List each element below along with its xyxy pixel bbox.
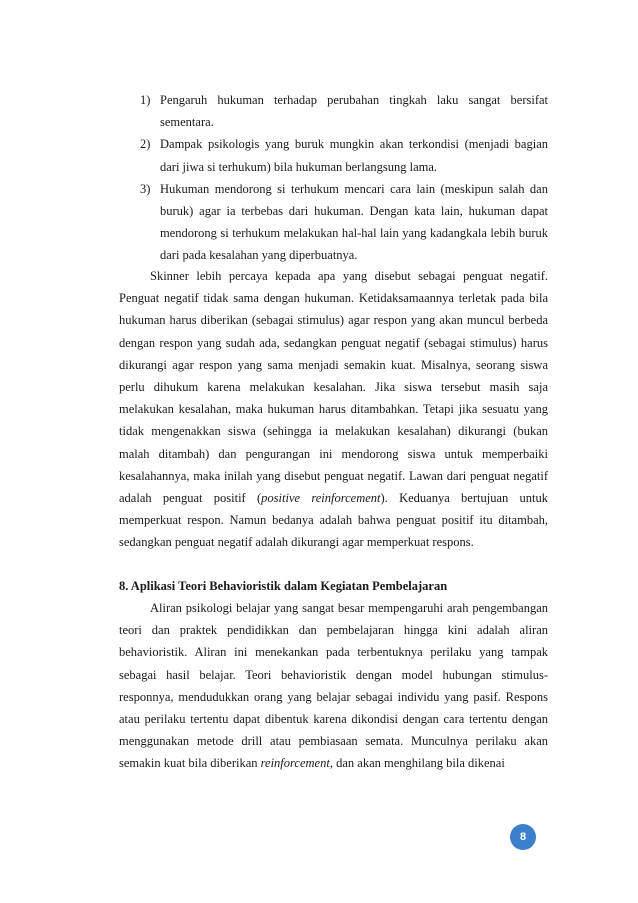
list-number: 1) [140,93,151,107]
section-heading: 8. Aplikasi Teori Behavioristik dalam Kegiatan Pembelajaran [119,579,448,593]
paragraph-text: Skinner lebih percaya kepada apa yang disebut sebagai penguat negatif. Penguat negatif tidak sama dengan hukuman. Ketidaksamaannya terletak pada bila hukuman harus diberikan (sebagai stimulus) agar respon yang akan muncul berbeda dengan respon yang sudah ada, sedangkan penguat negatif (sebagai stimulus) harus dikurangi agar respon yang sama menjadi semakin kuat. Misalnya, seorang siswa perlu dihukum karena melakukan kesalahan. Jika siswa tersebut masih saja melakukan kesalahan, maka hukuman harus ditambahkan. Tetapi jika sesuatu yang tidak mengenakkan siswa (sehingga ia melakukan kesalahan) dikurangi (bukan malah ditambah) dan pengurangan ini mendorong siswa untuk memperbaiki kesalahannya, maka inilah yang disebut penguat negatif. Lawan dari penguat negatif adalah penguat positif ( [119,269,548,506]
list-item-text: Hukuman mendorong si terhukum mencari cara lain (meskipun salah dan buruk) agar ia terbebas dari hukuman. Dengan kata lain, hukuman dapat mendorong si terhukum melakukan hal-hal lain yang kadangkala lebih buruk dari pada kesalahan yang diperbuatnya. [160,181,548,263]
list-item [140,89,548,133]
italic-term: reinforcement, [260,756,333,771]
list-item-text: Dampak psikologis yang buruk mungkin akan terkondisi (menjadi bagian dari jiwa si terhukum) bila hukuman berlangsung lama. [160,137,548,174]
paragraph-text: Aliran psikologi belajar yang sangat besar mempengaruhi arah pengembangan teori dan praktek pendidikkan dan pembelajaran hingga kini adalah aliran behavioristik. Aliran ini menekankan pada terbentuknya perilaku yang tampak sebagai hasil belajar. Teori behavioristik dengan model hubungan stimulus-responnya, mendudukkan orang yang belajar sebagai individu yang pasif. Respons atau perilaku tertentu dapat dibentuk karena dikondisi dengan cara tertentu dengan menggunakan metode drill atau pembiasaan semata. Munculnya perilaku akan semakin kuat bila diberikan [119,601,548,771]
paragraph-text: ). Keduanya bertujuan untuk memperkuat respon. Namun bedanya adalah bahwa penguat positif itu ditambah, sedangkan penguat negatif adalah dikurangi agar memperkuat respons. [119,491,549,550]
list-item-text: Pengaruh hukuman terhadap perubahan tingkah laku sangat bersifat sementara. [160,93,548,130]
paragraph-negative-reinforcement [119,265,548,554]
numbered-list [140,89,548,267]
page-number-badge: 8 [510,824,536,850]
list-item [140,178,548,267]
list-number: 3) [140,181,151,196]
italic-term: positive reinforcement [261,491,381,506]
list-number: 2) [140,137,151,152]
paragraph-behaviorism [119,597,548,775]
paragraph-text: dan akan menghilang bila dikenai [332,756,505,771]
list-item [140,133,548,177]
